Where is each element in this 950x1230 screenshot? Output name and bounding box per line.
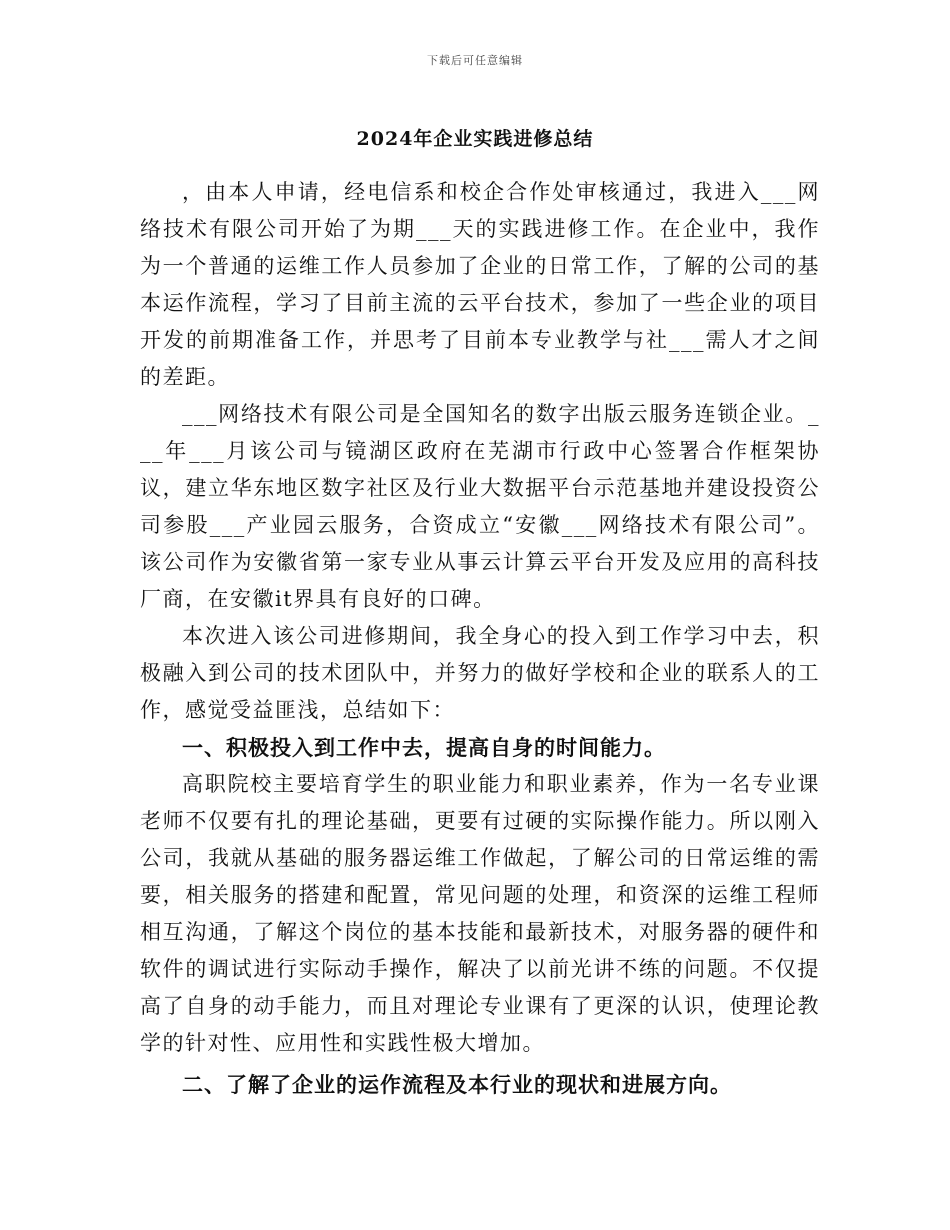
paragraph-section-1: 高职院校主要培育学生的职业能力和职业素养，作为一名专业课老师不仅要有扎的理论基础，更要有过硬的实际操作能力。所以刚入公司，我就从基础的服务器运维工作做起，了解公司的日常运维的需要，相关服务的搭建和配置，常见问题的处理，和资深的运维工程师相互沟通，了解这个岗位的基本技能和最新技术，对服务器的硬件和软件的调试进行实际动手操作，解决了以前光讲不练的问题。不仅提高了自身的动手能力，而且对理论专业课有了更深的认识，使理论教学的针对性、应用性和实践性极大增加。 xyxy=(140,772,820,1055)
section-heading-2: 二、了解了企业的运作流程及本行业的现状和进展方向。 xyxy=(182,1072,732,1097)
header-note: 下载后可任意编辑 xyxy=(427,54,523,67)
section-heading-1: 一、积极投入到工作中去，提高自身的时间能力。 xyxy=(182,735,666,760)
paragraph-summary: 本次进入该公司进修期间，我全身心的投入到工作学习中去，积极融入到公司的技术团队中，并努力的做好学校和企业的联系人的工作，感觉受益匪浅，总结如下： xyxy=(140,624,820,722)
document-body xyxy=(140,174,820,1103)
paragraph-intro: ，由本人申请，经电信系和校企合作处审核通过，我进入___网络技术有限公司开始了为期___天的实践进修工作。在企业中，我作为一个普通的运维工作人员参加了企业的日常工作，了解的公司的基本运作流程，学习了目前主流的云平台技术，参加了一些企业的项目开发的前期准备工作，并思考了目前本专业教学与社___需人才之间的差距。 xyxy=(140,180,820,389)
document-title: 2024年企业实践进修总结 xyxy=(356,128,594,150)
paragraph-company: ___网络技术有限公司是全国知名的数字出版云服务连锁企业。___年___月该公司与镜湖区政府在芜湖市行政中心签署合作框架协议，建立华东地区数字社区及行业大数据平台示范基地并建设投资公司参股___产业园云服务，合资成立“安徽___网络技术有限公司”。该公司作为安徽省第一家专业从事云计算云平台开发及应用的高科技厂商，在安徽it界具有良好的口碑。 xyxy=(140,402,820,611)
